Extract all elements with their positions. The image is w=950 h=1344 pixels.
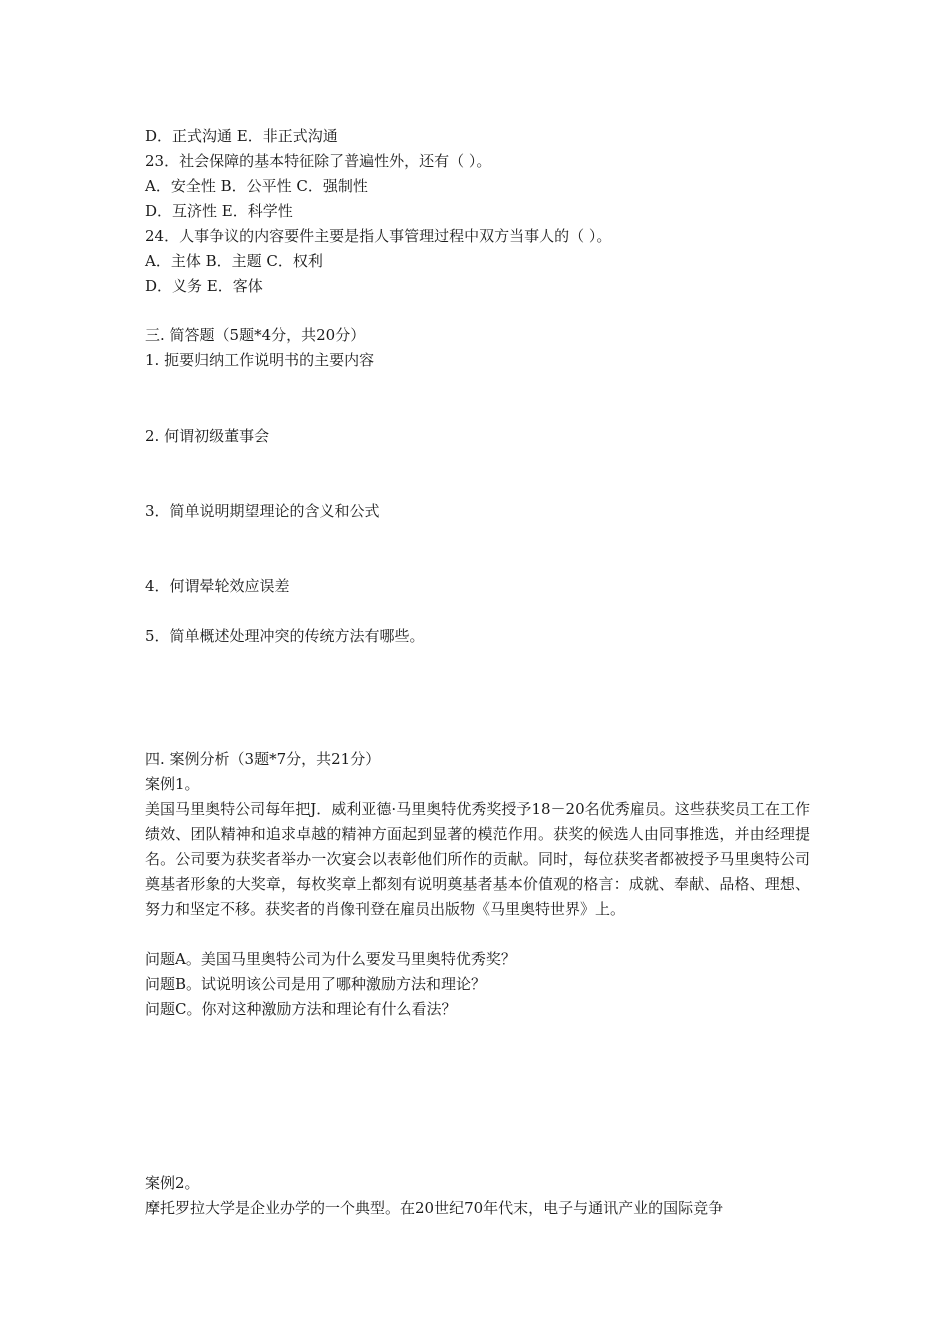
q23-options-a-c: A．安全性 B．公平性 C．强制性 [145,177,368,195]
q23-options-d-e: D．互济性 E．科学性 [145,202,293,220]
case1-title: 案例1。 [145,775,200,793]
section3-question-2: 2. 何谓初级董事会 [145,427,270,445]
case1-body: 美国马里奥特公司每年把J．威利亚德·马里奥特优秀奖授予18－20名优秀雇员。这些获奖员工在工作绩效、团队精神和追求卓越的精神方面起到显著的模范作用。获奖的候选人由同事推选，并由经理提名。公司要为获奖者举办一次宴会以表彰他们所作的贡献。同时，每位获奖者都被授予马里奥特公司奠基者形象的大奖章，每枚奖章上都刻有说明奠基者基本价值观的格言：成就、奉献、品格、理想、努力和坚定不移。获奖者的肖像刊登在雇员出版物《马里奥特世界》上。 [145,800,810,918]
case2-body: 摩托罗拉大学是企业办学的一个典型。在20世纪70年代末，电子与通讯产业的国际竞争 [145,1199,724,1217]
q24-options-a-c: A．主体 B．主题 C．权利 [145,252,323,270]
case2-title: 案例2。 [145,1174,200,1192]
section3-question-3: 3．简单说明期望理论的含义和公式 [145,502,380,520]
q24-options-d-e: D．义务 E．客体 [145,277,263,295]
q23-stem: 23．社会保障的基本特征除了普遍性外，还有（ ）。 [145,152,492,170]
q24-stem: 24．人事争议的内容要件主要是指人事管理过程中双方当事人的（ ）。 [145,227,612,245]
case1-question-a: 问题A。美国马里奥特公司为什么要发马里奥特优秀奖？ [145,950,516,968]
section3-question-5: 5．简单概述处理冲突的传统方法有哪些。 [145,627,425,645]
document-page [145,0,810,1344]
q22-options-d-e: D．正式沟通 E．非正式沟通 [145,127,338,145]
section3-question-4: 4．何谓晕轮效应误差 [145,577,290,595]
section4-heading: 四. 案例分析（3题*7分，共21分） [145,750,381,768]
section3-question-1: 1. 扼要归纳工作说明书的主要内容 [145,351,375,369]
case1-question-b: 问题B。试说明该公司是用了哪种激励方法和理论？ [145,975,487,993]
section3-heading: 三. 简答题（5题*4分，共20分） [145,326,366,344]
case1-question-c: 问题C。你对这种激励方法和理论有什么看法？ [145,1000,457,1018]
